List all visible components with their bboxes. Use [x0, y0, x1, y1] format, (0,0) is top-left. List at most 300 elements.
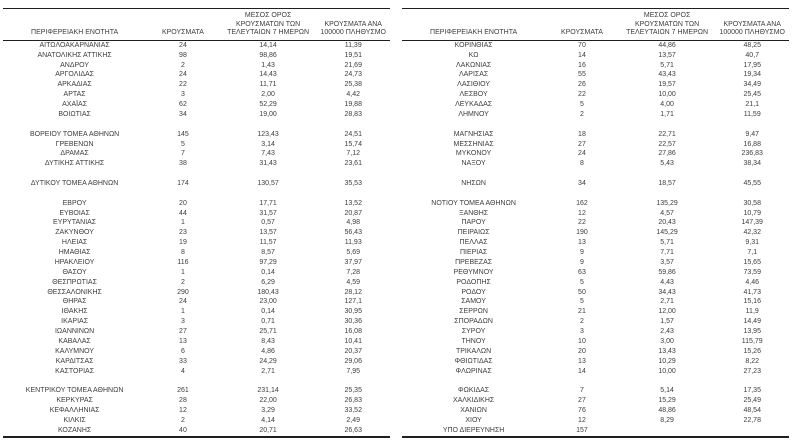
table-cell: ΑΡΚΑΔΙΑΣ: [57, 81, 92, 89]
table-cell: 40: [179, 426, 187, 434]
table-cell: ΛΑΡΙΣΑΣ: [458, 71, 489, 79]
table-cell: 16,88: [743, 140, 761, 148]
table-row: [402, 159, 789, 169]
table-cell: 25,49: [743, 397, 761, 405]
table-cell: 22,78: [743, 416, 761, 424]
table-cell: 5,71: [660, 239, 674, 247]
table-cell: ΡΟΔΟΠΗΣ: [456, 278, 491, 286]
table-cell: 5,69: [346, 249, 361, 257]
spacer-row: [402, 376, 789, 386]
table-cell: ΑΝΑΤΟΛΙΚΗΣ ΑΤΤΙΚΗΣ: [37, 51, 112, 59]
table-cell: 15,29: [658, 397, 676, 405]
table-cell: 48,25: [743, 41, 761, 49]
table-cell: 26,83: [344, 397, 362, 405]
table-cell: ΘΗΡΑΣ: [62, 298, 87, 306]
table-cell: 23: [179, 229, 187, 237]
table-cell: 33,52: [344, 407, 362, 415]
table-cell: ΛΗΜΝΟΥ: [458, 110, 489, 118]
table-cell: 2: [180, 278, 185, 286]
table-cell: ΘΕΣΠΡΩΤΙΑΣ: [52, 278, 97, 286]
table-cell: 7,43: [261, 150, 275, 158]
table-cell: 0,57: [261, 219, 275, 227]
table-cell: 10,00: [658, 91, 676, 99]
table-cell: 8,43: [261, 337, 275, 345]
table-cell: 34,49: [743, 81, 761, 89]
column-header-region: ΠΕΡΙΦΕΡΕΙΑΚΗ ΕΝΟΤΗΤΑ: [402, 9, 545, 41]
table-row: [3, 80, 390, 90]
table-cell: 9,31: [745, 239, 760, 247]
table-cell: 19,34: [743, 71, 761, 79]
table-cell: 23,00: [259, 298, 277, 306]
table-cell: [619, 426, 716, 437]
table-cell: 5: [579, 278, 584, 286]
table-cell: 38,34: [743, 160, 761, 168]
table-cell: ΖΑΚΥΝΘΟΥ: [55, 229, 94, 237]
table-body-right: [402, 40, 789, 436]
table-cell: 22: [179, 81, 187, 89]
table-cell: ΠΡΕΒΕΖΑΣ: [455, 258, 493, 266]
table-header-right: [402, 9, 789, 41]
table-cell: 10,41: [344, 337, 362, 345]
table-row: [402, 130, 789, 140]
table-cell: 27: [578, 140, 586, 148]
table-cell: 19,51: [344, 51, 362, 59]
table-cell: 24: [179, 298, 187, 306]
table-row: [3, 327, 390, 337]
column-header-cases: ΚΡΟΥΣΜΑΤΑ: [545, 9, 619, 41]
table-cell: ΑΝΔΡΟΥ: [60, 61, 90, 69]
table-cell: [3, 376, 146, 386]
column-header-per100k: ΚΡΟΥΣΜΑΤΑ ΑΝΑ 100000 ΠΛΗΘΥΣΜΟ: [316, 9, 390, 41]
table-row: [402, 90, 789, 100]
table-cell: 3,29: [261, 407, 275, 415]
table-cell: 12: [179, 407, 187, 415]
table-cell: 30,95: [344, 308, 362, 316]
table-cell: 48,54: [743, 407, 761, 415]
table-cell: ΑΙΤΩΛΟΑΚΑΡΝΑΝΙΑΣ: [39, 41, 110, 49]
table-cell: ΕΒΡΟΥ: [62, 199, 87, 207]
table-cell: [402, 169, 545, 179]
table-cell: 25,71: [259, 328, 277, 336]
table-cell: ΙΚΑΡΙΑΣ: [61, 318, 89, 326]
table-cell: 10,29: [658, 357, 676, 365]
table-cell: 24: [179, 71, 187, 79]
table-cell: [619, 169, 716, 179]
table-row: [402, 278, 789, 288]
table-row: [3, 159, 390, 169]
table-cell: 14,43: [259, 71, 277, 79]
table-row: [402, 327, 789, 337]
table-cell: 44,86: [658, 41, 676, 49]
table-cell: [715, 189, 789, 199]
table-cell: 25,38: [344, 81, 362, 89]
table-cell: ΘΑΣΟΥ: [62, 268, 87, 276]
table-cell: ΚΕΡΚΥΡΑΣ: [56, 397, 93, 405]
table-cell: 19,88: [344, 101, 362, 109]
table-cell: [316, 120, 390, 130]
table-cell: [619, 376, 716, 386]
table-cell: ΤΗΝΟΥ: [461, 337, 486, 345]
table-cell: 31,43: [259, 160, 277, 168]
table-cell: ΣΑΜΟΥ: [461, 298, 486, 306]
table-cell: 37,97: [344, 258, 362, 266]
table-cell: ΕΥΒΟΙΑΣ: [59, 209, 90, 217]
table-cell: 98,86: [259, 51, 277, 59]
table-row: [402, 406, 789, 416]
table-row: [3, 130, 390, 140]
table-row: [402, 238, 789, 248]
table-row: [402, 80, 789, 90]
table-cell: 5,43: [660, 160, 674, 168]
table-cell: [715, 169, 789, 179]
table-cell: 70: [578, 41, 586, 49]
table-cell: 8: [579, 160, 584, 168]
table-cell: 13: [578, 357, 586, 365]
table-row: [3, 297, 390, 307]
table-cell: 19: [179, 239, 187, 247]
table-row: [402, 307, 789, 317]
table-cell: 14: [578, 51, 586, 59]
table-cell: ΓΡΕΒΕΝΩΝ: [55, 140, 94, 148]
table-row: [402, 140, 789, 150]
table-cell: 174: [177, 180, 189, 187]
table-cell: 29,06: [344, 357, 362, 365]
table-cell: 10: [578, 337, 586, 345]
table-cell: ΚΕΝΤΡΙΚΟΥ ΤΟΜΕΑ ΑΘΗΝΩΝ: [25, 387, 124, 395]
table-row: [402, 218, 789, 228]
column-header-avg7: ΜΕΣΟΣ ΟΡΟΣ ΚΡΟΥΣΜΑΤΩΝ ΤΩΝ ΤΕΛΕΥΤΑΙΩΝ 7 ΗΜΕΡΩΝ: [220, 9, 317, 41]
table-cell: [545, 376, 619, 386]
table-cell: 8,22: [745, 357, 760, 365]
table-cell: 2: [180, 416, 185, 424]
table-cell: ΒΟΡΕΙΟΥ ΤΟΜΕΑ ΑΘΗΝΩΝ: [29, 130, 120, 138]
regional-table-right: [402, 8, 789, 438]
table-row: [3, 90, 390, 100]
table-row: [3, 70, 390, 80]
table-row: [402, 317, 789, 327]
table-row: [3, 386, 390, 396]
table-cell: ΛΑΚΩΝΙΑΣ: [455, 61, 492, 69]
table-cell: 18: [578, 130, 586, 138]
table-row: [3, 61, 390, 71]
table-cell: 22,57: [658, 140, 676, 148]
tables-row: [3, 8, 789, 438]
table-row: [3, 367, 390, 377]
table-cell: 73,59: [743, 268, 761, 276]
table-cell: 1: [180, 308, 185, 316]
table-cell: 0,14: [261, 268, 275, 276]
column-header-avg7: ΜΕΣΟΣ ΟΡΟΣ ΚΡΟΥΣΜΑΤΩΝ ΤΩΝ ΤΕΛΕΥΤΑΙΩΝ 7 ΗΜΕΡΩΝ: [619, 9, 716, 41]
table-cell: 7,1: [747, 249, 758, 257]
table-cell: 2,43: [660, 328, 674, 336]
table-row: [402, 209, 789, 219]
table-row: [402, 337, 789, 347]
table-cell: 7,12: [346, 150, 361, 158]
table-row: [3, 40, 390, 50]
table-cell: 27,86: [658, 150, 676, 158]
table-cell: ΚΙΛΚΙΣ: [63, 416, 86, 424]
table-row: [3, 288, 390, 298]
table-cell: 22,00: [259, 397, 277, 405]
table-cell: [715, 376, 789, 386]
table-cell: 157: [576, 426, 588, 434]
table-cell: 11,39: [344, 41, 362, 49]
table-cell: 98: [179, 51, 187, 59]
table-cell: ΧΑΝΙΩΝ: [460, 407, 487, 415]
table-cell: 14,49: [743, 318, 761, 326]
table-cell: 9,47: [745, 130, 760, 138]
table-cell: ΜΑΓΝΗΣΙΑΣ: [453, 130, 494, 138]
table-cell: [402, 189, 545, 199]
column-header-region: ΠΕΡΙΦΕΡΕΙΑΚΗ ΕΝΟΤΗΤΑ: [3, 9, 146, 41]
table-cell: 290: [177, 288, 189, 296]
table-cell: 25,35: [344, 387, 362, 395]
table-cell: 145: [177, 130, 189, 138]
table-cell: 21,69: [344, 61, 362, 69]
table-cell: 41,73: [743, 288, 761, 296]
table-cell: [545, 189, 619, 199]
table-cell: 50: [578, 288, 586, 296]
table-cell: ΛΕΣΒΟΥ: [459, 91, 488, 99]
table-cell: 3: [579, 328, 584, 336]
table-cell: 115,79: [741, 337, 763, 345]
spacer-row: [402, 189, 789, 199]
table-row: [3, 238, 390, 248]
table-cell: 26: [578, 81, 586, 89]
table-cell: 5: [579, 101, 584, 109]
table-cell: 15,26: [743, 347, 761, 355]
table-cell: 33: [179, 357, 187, 365]
table-cell: ΦΩΚΙΔΑΣ: [458, 387, 490, 395]
table-cell: ΒΟΙΩΤΙΑΣ: [58, 110, 91, 118]
table-row: [402, 149, 789, 159]
table-cell: [545, 120, 619, 130]
table-cell: 11,59: [743, 110, 761, 118]
table-cell: 27,23: [743, 367, 761, 375]
column-header-per100k: ΚΡΟΥΣΜΑΤΑ ΑΝΑ 100000 ΠΛΗΘΥΣΜΟ: [715, 9, 789, 41]
table-cell: 4,86: [261, 347, 275, 355]
table-cell: 4,59: [346, 278, 361, 286]
table-cell: 38: [179, 160, 187, 168]
table-cell: ΘΕΣΣΑΛΟΝΙΚΗΣ: [47, 288, 102, 296]
table-cell: 15,16: [743, 298, 761, 306]
table-cell: ΠΕΙΡΑΙΩΣ: [457, 229, 490, 237]
table-cell: 1: [180, 219, 185, 227]
table-cell: 4,42: [346, 91, 361, 99]
table-cell: [316, 189, 390, 199]
header-row: [3, 9, 390, 41]
table-cell: 76: [578, 407, 586, 415]
table-cell: 22: [578, 91, 586, 99]
table-cell: 2: [180, 61, 185, 69]
table-row: [402, 288, 789, 298]
table-cell: ΙΩΑΝΝΙΝΩΝ: [54, 328, 95, 336]
table-cell: 7: [180, 150, 185, 158]
table-row: [3, 396, 390, 406]
table-row: [402, 367, 789, 377]
table-cell: ΦΛΩΡΙΝΑΣ: [455, 367, 492, 375]
table-cell: 15,65: [743, 258, 761, 266]
table-cell: 10,79: [743, 209, 761, 217]
table-cell: 59,86: [658, 268, 676, 276]
table-cell: 31,57: [259, 209, 277, 217]
table-row: [402, 70, 789, 80]
table-cell: [3, 120, 146, 130]
spacer-row: [3, 376, 390, 386]
table-cell: 3: [180, 91, 185, 99]
table-row: [3, 426, 390, 437]
table-cell: 23,61: [344, 160, 362, 168]
table-cell: 11,9: [745, 308, 759, 316]
table-row: [402, 347, 789, 357]
table-cell: 13,43: [658, 347, 676, 355]
table-cell: 4: [180, 367, 185, 375]
table-cell: ΜΕΣΣΗΝΙΑΣ: [453, 140, 494, 148]
table-row: [402, 40, 789, 50]
table-cell: 2,71: [261, 367, 275, 375]
table-cell: [3, 189, 146, 199]
table-cell: [316, 376, 390, 386]
table-cell: 30,58: [743, 199, 761, 207]
table-cell: 11,93: [344, 239, 362, 247]
table-cell: 4,14: [261, 416, 275, 424]
table-cell: 43,43: [658, 71, 676, 79]
table-row: [3, 317, 390, 327]
table-cell: 3,14: [261, 140, 275, 148]
table-cell: 48,86: [658, 407, 676, 415]
table-row: [402, 416, 789, 426]
table-cell: ΚΕΦΑΛΛΗΝΙΑΣ: [49, 407, 100, 415]
table-cell: 1,57: [660, 318, 674, 326]
table-cell: 145,29: [656, 229, 678, 237]
table-row: [3, 179, 390, 189]
table-cell: ΕΥΡΥΤΑΝΙΑΣ: [53, 219, 97, 227]
table-cell: 5: [180, 140, 185, 148]
table-row: [402, 179, 789, 189]
table-cell: 24: [578, 150, 586, 158]
table-cell: ΚΟΖΑΝΗΣ: [57, 426, 92, 434]
table-cell: [619, 120, 716, 130]
table-cell: 6: [180, 347, 185, 355]
table-cell: 261: [177, 387, 189, 395]
table-cell: ΗΡΑΚΛΕΙΟΥ: [54, 258, 95, 266]
table-cell: ΑΡΤΑΣ: [63, 91, 86, 99]
table-cell: ΜΥΚΟΝΟΥ: [455, 150, 492, 158]
table-cell: ΔΥΤΙΚΟΥ ΤΟΜΕΑ ΑΘΗΝΩΝ: [30, 180, 119, 187]
table-cell: 135,29: [656, 199, 678, 207]
table-cell: ΣΠΟΡΑΔΩΝ: [454, 318, 493, 326]
table-cell: 6,29: [261, 278, 275, 286]
table-cell: 7,28: [346, 268, 361, 276]
table-cell: 8,57: [261, 249, 275, 257]
table-cell: 13,95: [743, 328, 761, 336]
spacer-row: [3, 189, 390, 199]
table-cell: 22: [578, 219, 586, 227]
table-cell: ΧΙΟΥ: [465, 416, 482, 424]
spacer-row: [402, 169, 789, 179]
table-cell: 4,98: [346, 219, 361, 227]
table-cell: ΗΛΕΙΑΣ: [61, 239, 88, 247]
table-cell: ΣΥΡΟΥ: [461, 328, 486, 336]
table-cell: 42,32: [743, 229, 761, 237]
table-cell: 8: [180, 249, 185, 257]
table-cell: 55: [578, 71, 586, 79]
table-cell: 27: [578, 397, 586, 405]
table-cell: 20: [179, 199, 187, 207]
table-cell: 190: [576, 229, 588, 237]
table-cell: 13: [578, 239, 586, 247]
spacer-row: [402, 120, 789, 130]
table-cell: ΠΑΡΟΥ: [461, 219, 486, 227]
table-cell: ΙΘΑΚΗΣ: [61, 308, 88, 316]
table-cell: 27: [179, 328, 187, 336]
table-cell: 2: [579, 110, 584, 118]
column-header-cases: ΚΡΟΥΣΜΑΤΑ: [146, 9, 220, 41]
table-cell: 12,00: [658, 308, 676, 316]
table-cell: 56,43: [344, 229, 362, 237]
table-row: [3, 228, 390, 238]
table-cell: 10,00: [658, 367, 676, 375]
table-cell: 28: [179, 397, 187, 405]
table-cell: 63: [578, 268, 586, 276]
table-cell: 7: [579, 387, 584, 395]
table-row: [3, 199, 390, 209]
table-cell: 45,55: [743, 180, 761, 187]
table-cell: [545, 169, 619, 179]
table-cell: 12: [578, 416, 586, 424]
table-cell: 19,00: [259, 110, 277, 118]
table-cell: 17,71: [259, 199, 277, 207]
table-row: [3, 218, 390, 228]
table-cell: [146, 376, 220, 386]
table-cell: 1,43: [261, 61, 275, 69]
table-cell: [619, 189, 716, 199]
table-cell: ΧΑΛΚΙΔΙΚΗΣ: [452, 397, 495, 405]
table-body-left: [3, 40, 390, 436]
table-cell: 34: [179, 110, 187, 118]
table-cell: 14: [578, 367, 586, 375]
regional-table-left: [3, 8, 390, 438]
table-cell: 130,57: [257, 180, 279, 187]
table-row: [3, 258, 390, 268]
table-cell: 28,12: [344, 288, 362, 296]
table-row: [3, 307, 390, 317]
table-cell: 34: [578, 180, 586, 187]
table-cell: 34,43: [658, 288, 676, 296]
table-cell: 1: [180, 268, 185, 276]
table-cell: 147,39: [741, 219, 763, 227]
table-cell: 0,14: [261, 308, 275, 316]
table-cell: 24,51: [344, 130, 362, 138]
table-cell: ΔΥΤΙΚΗΣ ΑΤΤΙΚΗΣ: [44, 160, 105, 168]
table-cell: ΑΡΓΟΛΙΔΑΣ: [55, 71, 94, 79]
table-row: [402, 297, 789, 307]
table-row: [3, 416, 390, 426]
table-cell: 2,49: [346, 416, 361, 424]
table-cell: 17,35: [743, 387, 761, 395]
table-cell: 3,00: [660, 337, 674, 345]
table-row: [3, 357, 390, 367]
table-cell: ΚΑΒΑΛΑΣ: [58, 337, 91, 345]
table-cell: [715, 426, 789, 437]
spacer-row: [3, 120, 390, 130]
table-cell: [3, 169, 146, 179]
table-cell: ΠΕΛΛΑΣ: [459, 239, 488, 247]
table-row: [3, 268, 390, 278]
table-cell: 5,14: [660, 387, 674, 395]
table-row: [3, 100, 390, 110]
table-cell: ΛΕΥΚΑΔΑΣ: [455, 101, 493, 109]
